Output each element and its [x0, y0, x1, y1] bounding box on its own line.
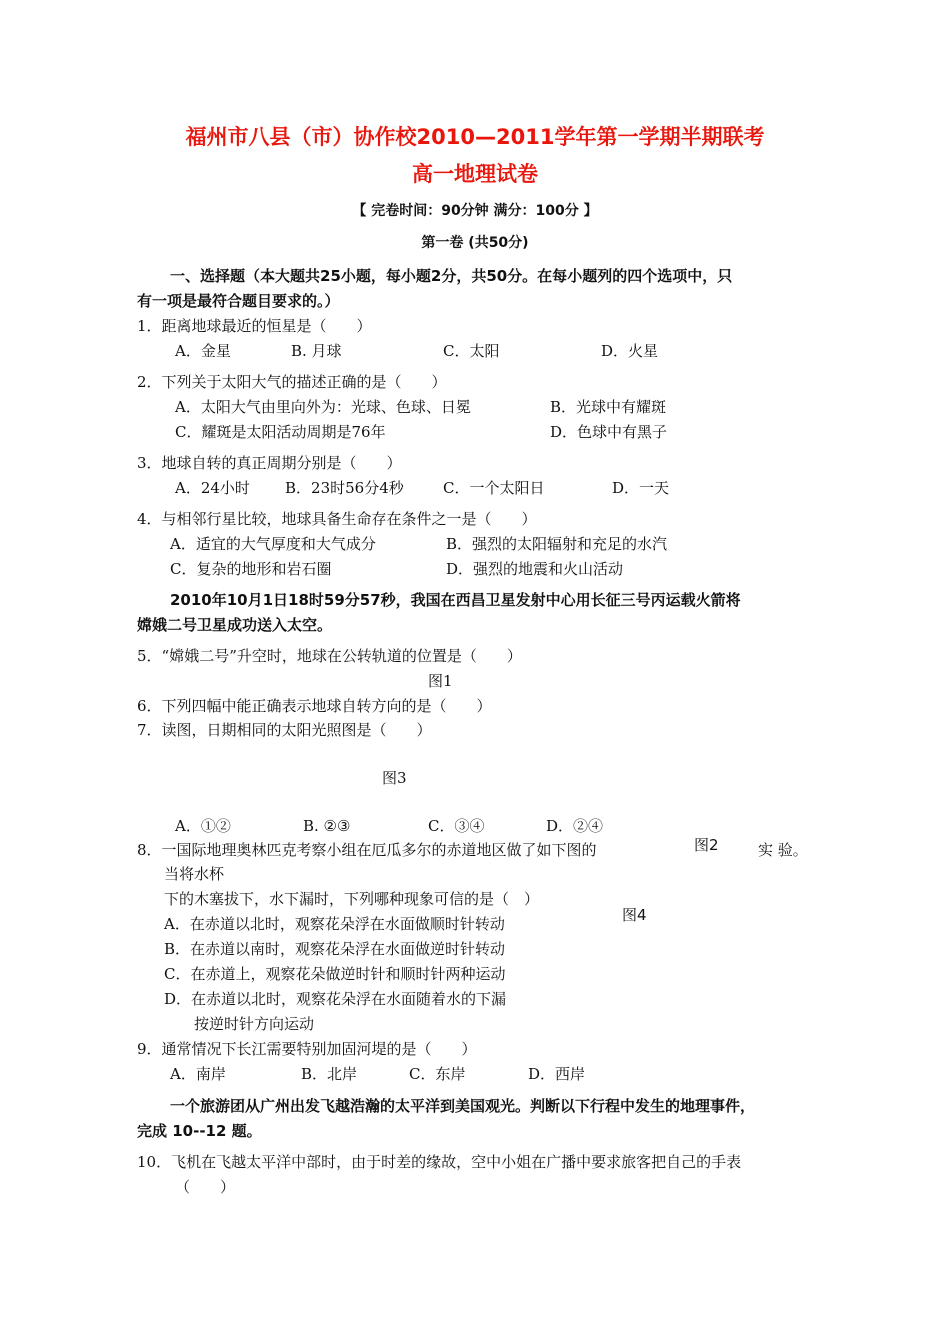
q3-stem: 3．地球自转的真正周期分别是（ ）: [137, 454, 402, 472]
q1-stem: 1．距离地球最近的恒星是（ ）: [137, 317, 372, 335]
q9-option-d: D．西岸: [528, 1065, 586, 1083]
q4-option-c: C．复杂的地形和岩石圈: [170, 560, 332, 578]
q8-option-d-line2: 按逆时针方向运动: [194, 1015, 315, 1033]
passage2-line2: 完成 10--12 题。: [137, 1122, 262, 1140]
q9-option-a: A．南岸: [170, 1065, 226, 1083]
q3-option-b: B．23时56分4秒: [285, 479, 404, 497]
q7-option-b: B. ②③: [303, 817, 351, 835]
q1-option-a: A．金星: [175, 342, 231, 360]
q7-option-c: C．③④: [428, 817, 485, 835]
q4-stem: 4．与相邻行星比较，地球具备生命存在条件之一是（ ）: [137, 510, 537, 528]
q7-option-d: D．②④: [546, 817, 604, 835]
q4-option-d: D．强烈的地震和火山活动: [446, 560, 624, 578]
q1-option-c: C．太阳: [443, 342, 500, 360]
q1-option-d: D．火星: [601, 342, 659, 360]
section-intro-line2: 有一项是最符合题目要求的。）: [137, 292, 340, 310]
exam-time-info: 【 完卷时间：90分钟 满分：100分 】: [352, 203, 598, 219]
q8-option-d-line1: D．在赤道以北时，观察花朵浮在水面随着水的下漏: [164, 990, 507, 1008]
figure-3-label: 图3: [382, 769, 407, 787]
q6-stem: 6．下列四幅中能正确表示地球自转方向的是（ ）: [137, 697, 492, 715]
figure-2-label: 图2: [694, 836, 719, 854]
q3-option-d: D．一天: [612, 479, 670, 497]
q1-option-b: B. 月球: [291, 342, 342, 360]
q10-line1: 10．飞机在飞越太平洋中部时，由于时差的缘故，空中小姐在广播中要求旅客把自己的手表: [137, 1153, 742, 1171]
q10-line2: （ ）: [175, 1178, 236, 1196]
q3-option-a: A．24小时: [175, 479, 250, 497]
q2-option-a: A．太阳大气由里向外为：光球、色球、日冕: [175, 398, 471, 416]
exam-title-line2: 高一地理试卷: [412, 162, 538, 186]
q2-option-c: C．耀斑是太阳活动周期是76年: [175, 423, 386, 441]
figure-4-label: 图4: [622, 906, 647, 924]
q8-line2: 当将水杯: [164, 865, 225, 883]
q2-option-b: B．光球中有耀斑: [550, 398, 667, 416]
part-title: 第一卷 (共50分): [421, 235, 529, 251]
q8-line1: 8．一国际地理奥林匹克考察小组在厄瓜多尔的赤道地区做了如下图的: [137, 841, 597, 859]
q8-option-b: B．在赤道以南时，观察花朵浮在水面做逆时针转动: [164, 940, 506, 958]
q9-stem: 9．通常情况下长江需要特别加固河堤的是（ ）: [137, 1040, 477, 1058]
q8-line3: 下的木塞拔下，水下漏时，下列哪种现象可信的是（ ）: [164, 890, 540, 908]
q8-option-c: C．在赤道上，观察花朵做逆时针和顺时针两种运动: [164, 965, 506, 983]
q3-option-c: C．一个太阳日: [443, 479, 545, 497]
passage1-line1: 2010年10月1日18时59分57秒，我国在西昌卫星发射中心用长征三号丙运载火箭将: [170, 591, 741, 609]
figure-1-label: 图1: [428, 672, 453, 690]
section-intro-line1: 一、选择题（本大题共25小题，每小题2分，共50分。在每小题列的四个选项中，只: [170, 267, 733, 285]
q2-stem: 2．下列关于太阳大气的描述正确的是（ ）: [137, 373, 447, 391]
q2-option-d: D．色球中有黑子: [550, 423, 668, 441]
q7-stem: 7．读图，日期相同的太阳光照图是（ ）: [137, 721, 432, 739]
q7-option-a: A．①②: [175, 817, 231, 835]
passage2-line1: 一个旅游团从广州出发飞越浩瀚的太平洋到美国观光。判断以下行程中发生的地理事件，: [170, 1097, 756, 1115]
q4-option-b: B．强烈的太阳辐射和充足的水汽: [446, 535, 668, 553]
q9-option-b: B．北岸: [301, 1065, 358, 1083]
q9-option-c: C．东岸: [409, 1065, 466, 1083]
q8-option-a: A．在赤道以北时，观察花朵浮在水面做顺时针转动: [164, 915, 505, 933]
q4-option-a: A．适宜的大气厚度和大气成分: [170, 535, 376, 553]
q8-line1-tail: 实 验。: [758, 841, 808, 859]
exam-title-line1: 福州市八县（市）协作校2010—2011学年第一学期半期联考: [185, 125, 765, 149]
q5-stem: 5．“嫦娥二号”升空时，地球在公转轨道的位置是（ ）: [137, 647, 522, 665]
passage1-line2: 嫦娥二号卫星成功送入太空。: [137, 616, 333, 634]
